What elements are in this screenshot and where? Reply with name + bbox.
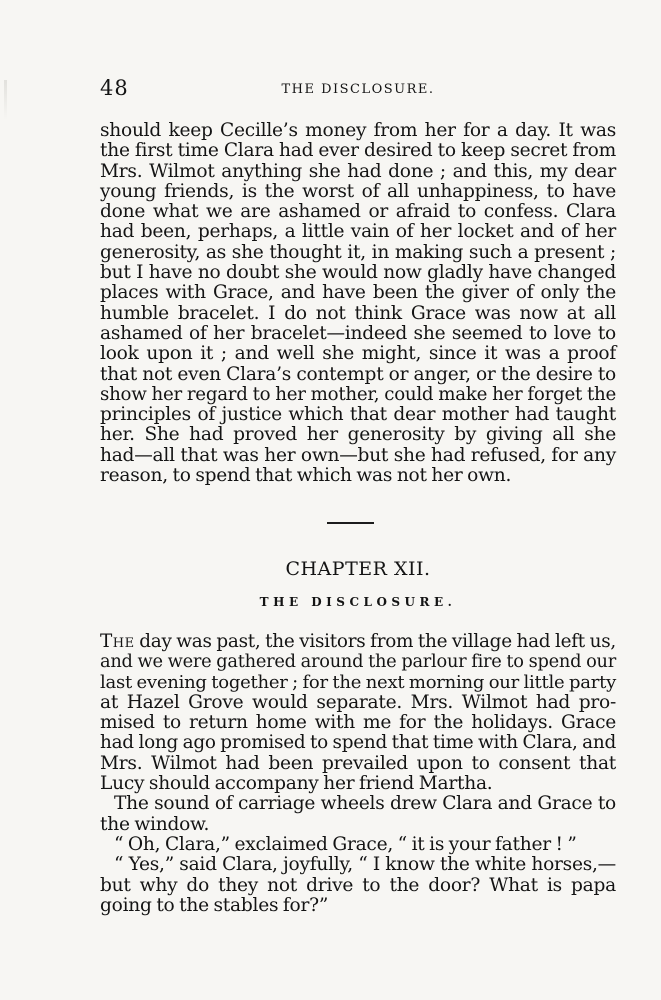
- text-line: generosity, as she thought it, in making such a present ;: [100, 241, 616, 263]
- text-line: should keep Cecille’s money from her for a day. It was: [100, 120, 616, 141]
- text-line: young friends, is the worst of all unhappiness, to have: [100, 180, 616, 202]
- page-header: [100, 76, 616, 106]
- text-line: mised to return home with me for the holidays. Grace: [100, 712, 616, 734]
- paragraph-continued: [100, 121, 616, 486]
- text-line: the first time Clara had ever desired to keep secret from: [100, 140, 616, 162]
- text-line-first: [100, 632, 616, 652]
- text-line: done what we are ashamed or afraid to confess. Clara: [100, 201, 616, 223]
- text-line: that not even Clara’s contempt or anger, or the desire to: [100, 363, 616, 385]
- text-line: had long ago promised to spend that time with Clara, and: [100, 732, 616, 754]
- text-line: but I have no doubt she would now gladly have changed: [100, 262, 616, 284]
- chapter-body: [100, 632, 616, 916]
- text-line: and we were gathered around the parlour fire to spend our: [100, 651, 616, 673]
- running-title: THE DISCLOSURE.: [281, 82, 435, 97]
- text-line: the window.: [100, 813, 210, 835]
- opening-word: The: [100, 631, 135, 652]
- text-line: The sound of carriage wheels drew Clara and Grace to: [114, 793, 616, 815]
- text-line: had been, perhaps, a little vain of her locket and of her: [100, 221, 616, 243]
- text-line: going to the stables for?”: [100, 894, 329, 916]
- text-line: places with Grace, and have been the giver of only the: [100, 282, 616, 304]
- chapter-title: CHAPTER XII.: [285, 558, 431, 580]
- text-line: reason, to spend that which was not her own.: [100, 465, 512, 487]
- text-line: but why do they not drive to the door? What is papa: [100, 874, 616, 896]
- text-line: had—all that was her own—but she had refused, for any: [100, 444, 616, 466]
- text-line: last evening together ; for the next morning our little party: [100, 671, 616, 693]
- chapter-subtitle: THE DISCLOSURE.: [259, 595, 457, 609]
- text-line: principles of justice which that dear mother had taught: [100, 404, 616, 426]
- text-line: Lucy should accompany her friend Martha.: [100, 773, 493, 795]
- text-line-rest: day was past, the visitors from the village had left us,: [134, 631, 616, 652]
- text-line: her. She had proved her generosity by giving all she: [100, 424, 616, 446]
- text-line: ashamed of her bracelet—indeed she seemed to love to: [100, 322, 616, 344]
- text-line: Mrs. Wilmot anything she had done ; and this, my dear: [100, 160, 616, 182]
- text-line: at Hazel Grove would separate. Mrs. Wilmot had pro-: [100, 691, 616, 713]
- text-line: “ Oh, Clara,” exclaimed Grace, “ it is your father ! ”: [114, 833, 577, 855]
- section-divider-rule: [327, 522, 374, 524]
- page-edge-shadow: [4, 80, 7, 120]
- text-line: “ Yes,” said Clara, joyfully, “ I know the white horses,—: [114, 854, 616, 876]
- page-number: 48: [100, 76, 129, 100]
- text-line: humble bracelet. I do not think Grace was now at all: [100, 302, 616, 324]
- text-line: look upon it ; and well she might, since it was a proof: [100, 343, 616, 365]
- text-line: show her regard to her mother, could make her forget the: [100, 383, 616, 405]
- text-line: Mrs. Wilmot had been prevailed upon to consent that: [100, 752, 616, 774]
